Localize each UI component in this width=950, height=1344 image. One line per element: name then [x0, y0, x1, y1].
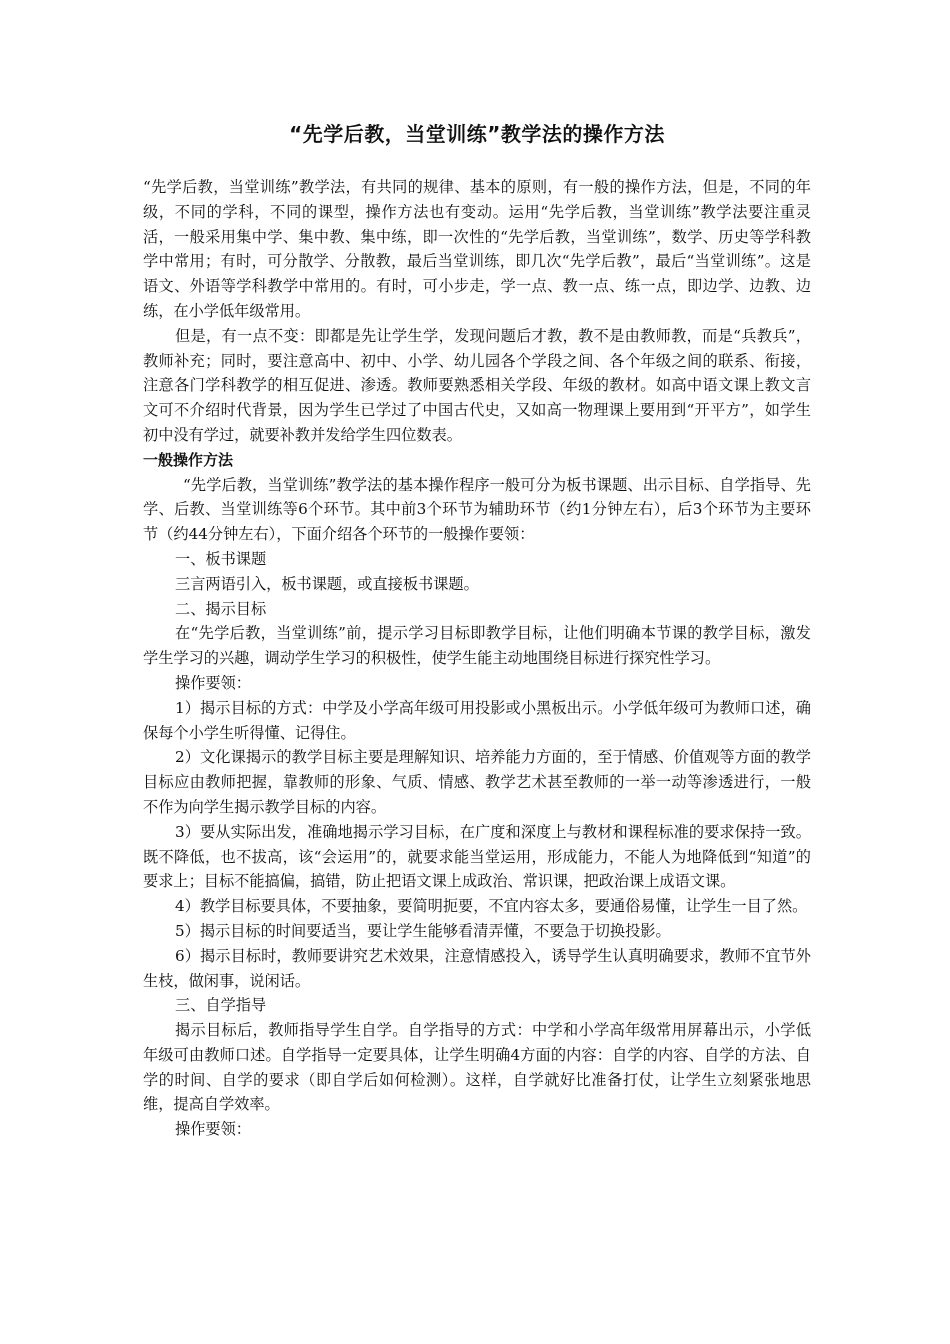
- step2-text: 在“先学后教，当堂训练”前，提示学习目标即教学目标，让他们明确本节课的教学目标，激发学生学习的兴趣，调动学生学习的积极性，使学生能主动地围绕目标进行探究性学习。: [143, 624, 811, 668]
- step2-point-5: 5）揭示目标的时间要适当，要让学生能够看清弄懂，不要急于切换投影。: [175, 921, 671, 940]
- step3-text: 揭示目标后，教师指导学生自学。自学指导的方式：中学和小学高年级常用屏幕出示，小学低年级可由教师口述。自学指导一定要具体，让学生明确4方面的内容：自学的内容、自学的方法、自学的时间、自学的要求（即自学后如何检测）。这样，自学就好比准备打仗，让学生立刻紧张地思维，提高自学效率。: [143, 1021, 811, 1114]
- section-heading: 一般操作方法: [143, 450, 234, 469]
- intro-paragraph-2: 但是，有一点不变：即都是先让学生学，发现问题后才教，教不是由教师教，而是“兵教兵”，教师补充；同时，要注意高中、初中、小学、幼儿园各个学段之间、各个年级之间的联系、衔接，注意各门学科教学的相互促进、渗透。教师要熟悉相关学段、年级的教材。如高中语文课上教文言文可不介绍时代背景，因为学生已学过了中国古代史，又如高一物理课上要用到“开平方”，如学生初中没有学过，就要补教并发给学生四位数表。: [143, 326, 811, 444]
- step2-ops-label: 操作要领：: [175, 673, 251, 692]
- document-page: [143, 120, 811, 1142]
- step1-text: 三言两语引入，板书课题，或直接板书课题。: [175, 574, 479, 593]
- step2-point-6: 6）揭示目标时，教师要讲究艺术效果，注意情感投入，诱导学生认真明确要求，教师不宜节外生枝，做闲事，说闲话。: [143, 946, 811, 990]
- step2-point-4: 4）教学目标要具体，不要抽象，要简明扼要，不宜内容太多，要通俗易懂，让学生一目了然。: [175, 897, 808, 916]
- step2-point-3: 3）要从实际出发，准确地揭示学习目标，在广度和深度上与教材和课程标准的要求保持一致。既不降低，也不拔高，该“会运用”的，就要求能当堂运用，形成能力，不能人为地降低到“知道”的要求上；目标不能搞偏，搞错，防止把语文课上成政治、常识课，把政治课上成语文课。: [143, 822, 811, 891]
- step3-ops-label: 操作要领：: [175, 1120, 251, 1139]
- intro-paragraph-1: “先学后教，当堂训练”教学法，有共同的规律、基本的原则，有一般的操作方法，但是，不同的年级，不同的学科，不同的课型，操作方法也有变动。运用“先学后教，当堂训练”教学法要注重灵活，一般采用集中学、集中教、集中练，即一次性的“先学后教，当堂训练”，数学、历史等学科教学中常用；有时，可分散学、分散教，最后当堂训练，即几次“先学后教”，最后“当堂训练”。这是语文、外语等学科教学中常用的。有时，可小步走，学一点、教一点、练一点，即边学、边教、边练，在小学低年级常用。: [143, 178, 811, 320]
- step2-point-2: 2）文化课揭示的教学目标主要是理解知识、培养能力方面的，至于情感、价值观等方面的教学目标应由教师把握，靠教师的形象、气质、情感、教学艺术甚至教师的一举一动等渗透进行，一般不作为向学生揭示教学目标的内容。: [143, 748, 811, 816]
- step2-heading: 二、揭示目标: [175, 599, 267, 618]
- step2-point-1: 1）揭示目标的方式：中学及小学高年级可用投影或小黑板出示。小学低年级可为教师口述，确保每个小学生听得懂、记得住。: [143, 698, 811, 742]
- step3-heading: 三、自学指导: [175, 996, 267, 1015]
- step1-heading: 一、板书课题: [175, 549, 267, 568]
- section-intro: “先学后教，当堂训练”教学法的基本操作程序一般可分为板书课题、出示目标、自学指导、先学、后教、当堂训练等6个环节。其中前3个环节为辅助环节（约1分钟左右），后3个环节为主要环节（约44分钟左右），下面介绍各个环节的一般操作要领：: [143, 475, 811, 544]
- document-title: “先学后教，当堂训练”教学法的操作方法: [289, 122, 665, 146]
